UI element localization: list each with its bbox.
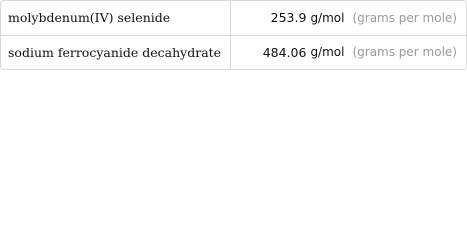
molar-mass-value: 253.9 (270, 10, 307, 26)
molar-mass-unit-description: (grams per mole) (352, 10, 457, 25)
compound-name: molybdenum(IV) selenide (1, 1, 231, 35)
table-row (1, 35, 466, 70)
molar-mass-value: 484.06 (262, 44, 307, 60)
compound-name: sodium ferrocyanide decahydrate (1, 36, 231, 70)
results-table (0, 0, 467, 70)
table-row (1, 1, 466, 35)
molar-mass-cell (231, 1, 466, 35)
molar-mass-unit-description: (grams per mole) (352, 45, 457, 60)
molar-mass-cell (231, 36, 466, 70)
molar-mass-unit: g/mol (310, 10, 345, 25)
molar-mass-unit: g/mol (310, 45, 345, 60)
